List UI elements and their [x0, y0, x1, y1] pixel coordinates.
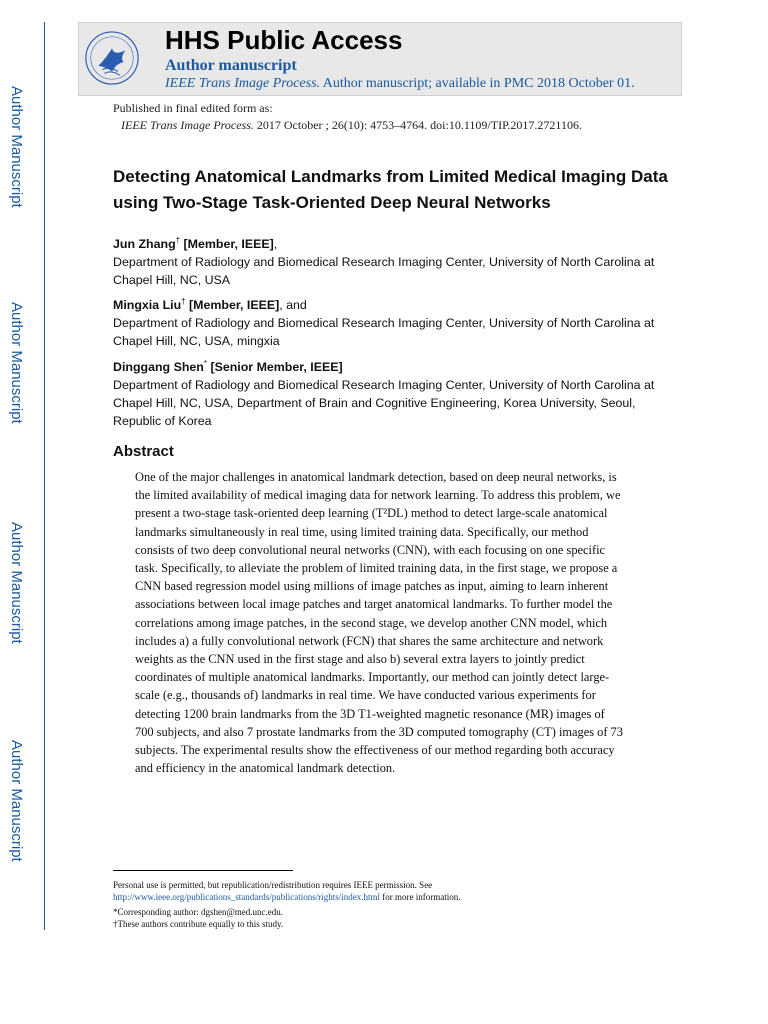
abstract-line: weights as the CNN used in the first stage and also b) several extra layers to jointly predict [135, 652, 585, 667]
author-block: Dinggang Shen* [Senior Member, IEEE] Department of Radiology and Biomedical Research Imaging Center, University of North Carolina at Chapel Hill, NC, USA, Department of Brain and Cognitive Engineering, Korea University, Seoul, Republic of Korea [113, 355, 683, 430]
journal-availability: IEEE Trans Image Process. Author manuscript; available in PMC 2018 October 01. [165, 76, 635, 91]
abstract-line: present a two-stage task-oriented deep learning (T²DL) method to detect large-scale anatomical [135, 506, 608, 521]
permission-link[interactable]: http://www.ieee.org/publications_standards/publications/rights/index.html [113, 891, 380, 902]
abstract-line: consists of two deep convolutional neural networks (CNN), with each focusing on one specific [135, 542, 606, 557]
paper-title: Detecting Anatomical Landmarks from Limited Medical Imaging Data using Two-Stage Task-Oriented Deep Neural Networks [113, 167, 668, 212]
author-name: Mingxia Liu [113, 298, 182, 313]
author-affiliation: Department of Radiology and Biomedical Research Imaging Center, University of North Carolina at Chapel Hill, NC, USA, Department of Brain and Cognitive Engineering, Korea University, Seoul, Republic of Korea [113, 378, 655, 429]
hhs-eagle-logo-icon [83, 29, 141, 87]
author-block: Jun Zhang† [Member, IEEE], Department of Radiology and Biomedical Research Imaging Center, University of North Carolina at Chapel Hill, NC, USA [113, 232, 683, 289]
abstract-line: detecting 1200 brain landmarks from the 3D T1-weighted magnetic resonance (MR) images of [135, 706, 605, 721]
abstract-line: 700 subjects, and also 7 prostate landmarks from the 3D computed tomography (CT) images of 73 [135, 724, 623, 739]
abstract-text [135, 468, 630, 777]
equal-contribution-note: †These authors contribute equally to this study. [113, 918, 284, 929]
hhs-header [78, 22, 682, 96]
footnotes [113, 880, 673, 930]
author-block: Mingxia Liu† [Member, IEEE], and Department of Radiology and Biomedical Research Imaging Center, University of North Carolina at Chapel Hill, NC, USA, mingxia [113, 293, 683, 350]
abstract-line: the limited availability of medical imaging data for network learning. To address this problem, we [135, 488, 621, 503]
permission-note: Personal use is permitted, but republication/redistribution requires IEEE permission. See http://www.ieee.org/publications_standards/publications/rights/index.html for more information. [113, 880, 461, 902]
abstract-line: One of the major challenges in anatomical landmark detection, based on deep neural networks, is [135, 470, 617, 484]
abstract-line: coordinates of multiple anatomical landmarks. Importantly, our method can jointly detect large- [135, 670, 610, 685]
abstract-line: correlations among image patches, in the second stage, we develop another CNN model, which [135, 615, 608, 630]
footnote-divider [113, 870, 293, 871]
abstract-line: scale (e.g., thousands of) landmarks in real time. We have conducted various experiments for [135, 688, 596, 703]
corresponding-note: *Corresponding author: dgshen@med.unc.edu. [113, 907, 284, 917]
abstract-line: associations between local image patches and target anatomical landmarks. To further model the [135, 597, 613, 612]
abstract-line: includes a) a fully convolutional network (FCN) that shares the same architecture and network [135, 633, 604, 648]
abstract-line: task. Specifically, to alleviate the problem of limited training data, in the first stage, we propose a [135, 561, 618, 576]
publication-info: Published in final edited form as: IEEE Trans Image Process. 2017 October ; 26(10): 4753–4764. doi:10.1109/TIP.2017.2721106. [113, 101, 582, 132]
header-title: HHS Public Access [165, 25, 403, 55]
margin-rule [44, 22, 45, 930]
abstract-line: and efficiency in the anatomical landmark detection. [135, 761, 396, 776]
author-affiliation: Department of Radiology and Biomedical Research Imaging Center, University of North Carolina at Chapel Hill, NC, USA [113, 255, 655, 288]
abstract-line: subjects. The experimental results show the effectiveness of our method regarding both accuracy [135, 743, 615, 758]
author-name: Jun Zhang [113, 237, 176, 252]
abstract-line: landmarks simultaneously in real time, using limited training data. Specifically, our method [135, 524, 589, 539]
author-manuscript-label: Author manuscript [165, 57, 297, 74]
abstract-line: CNN based regression model using millions of image patches as input, aiming to learn inherent [135, 579, 609, 594]
author-name: Dinggang Shen [113, 360, 204, 375]
author-affiliation: Department of Radiology and Biomedical Research Imaging Center, University of North Carolina at Chapel Hill, NC, USA, mingxia [113, 316, 655, 349]
abstract-heading: Abstract [113, 443, 174, 460]
